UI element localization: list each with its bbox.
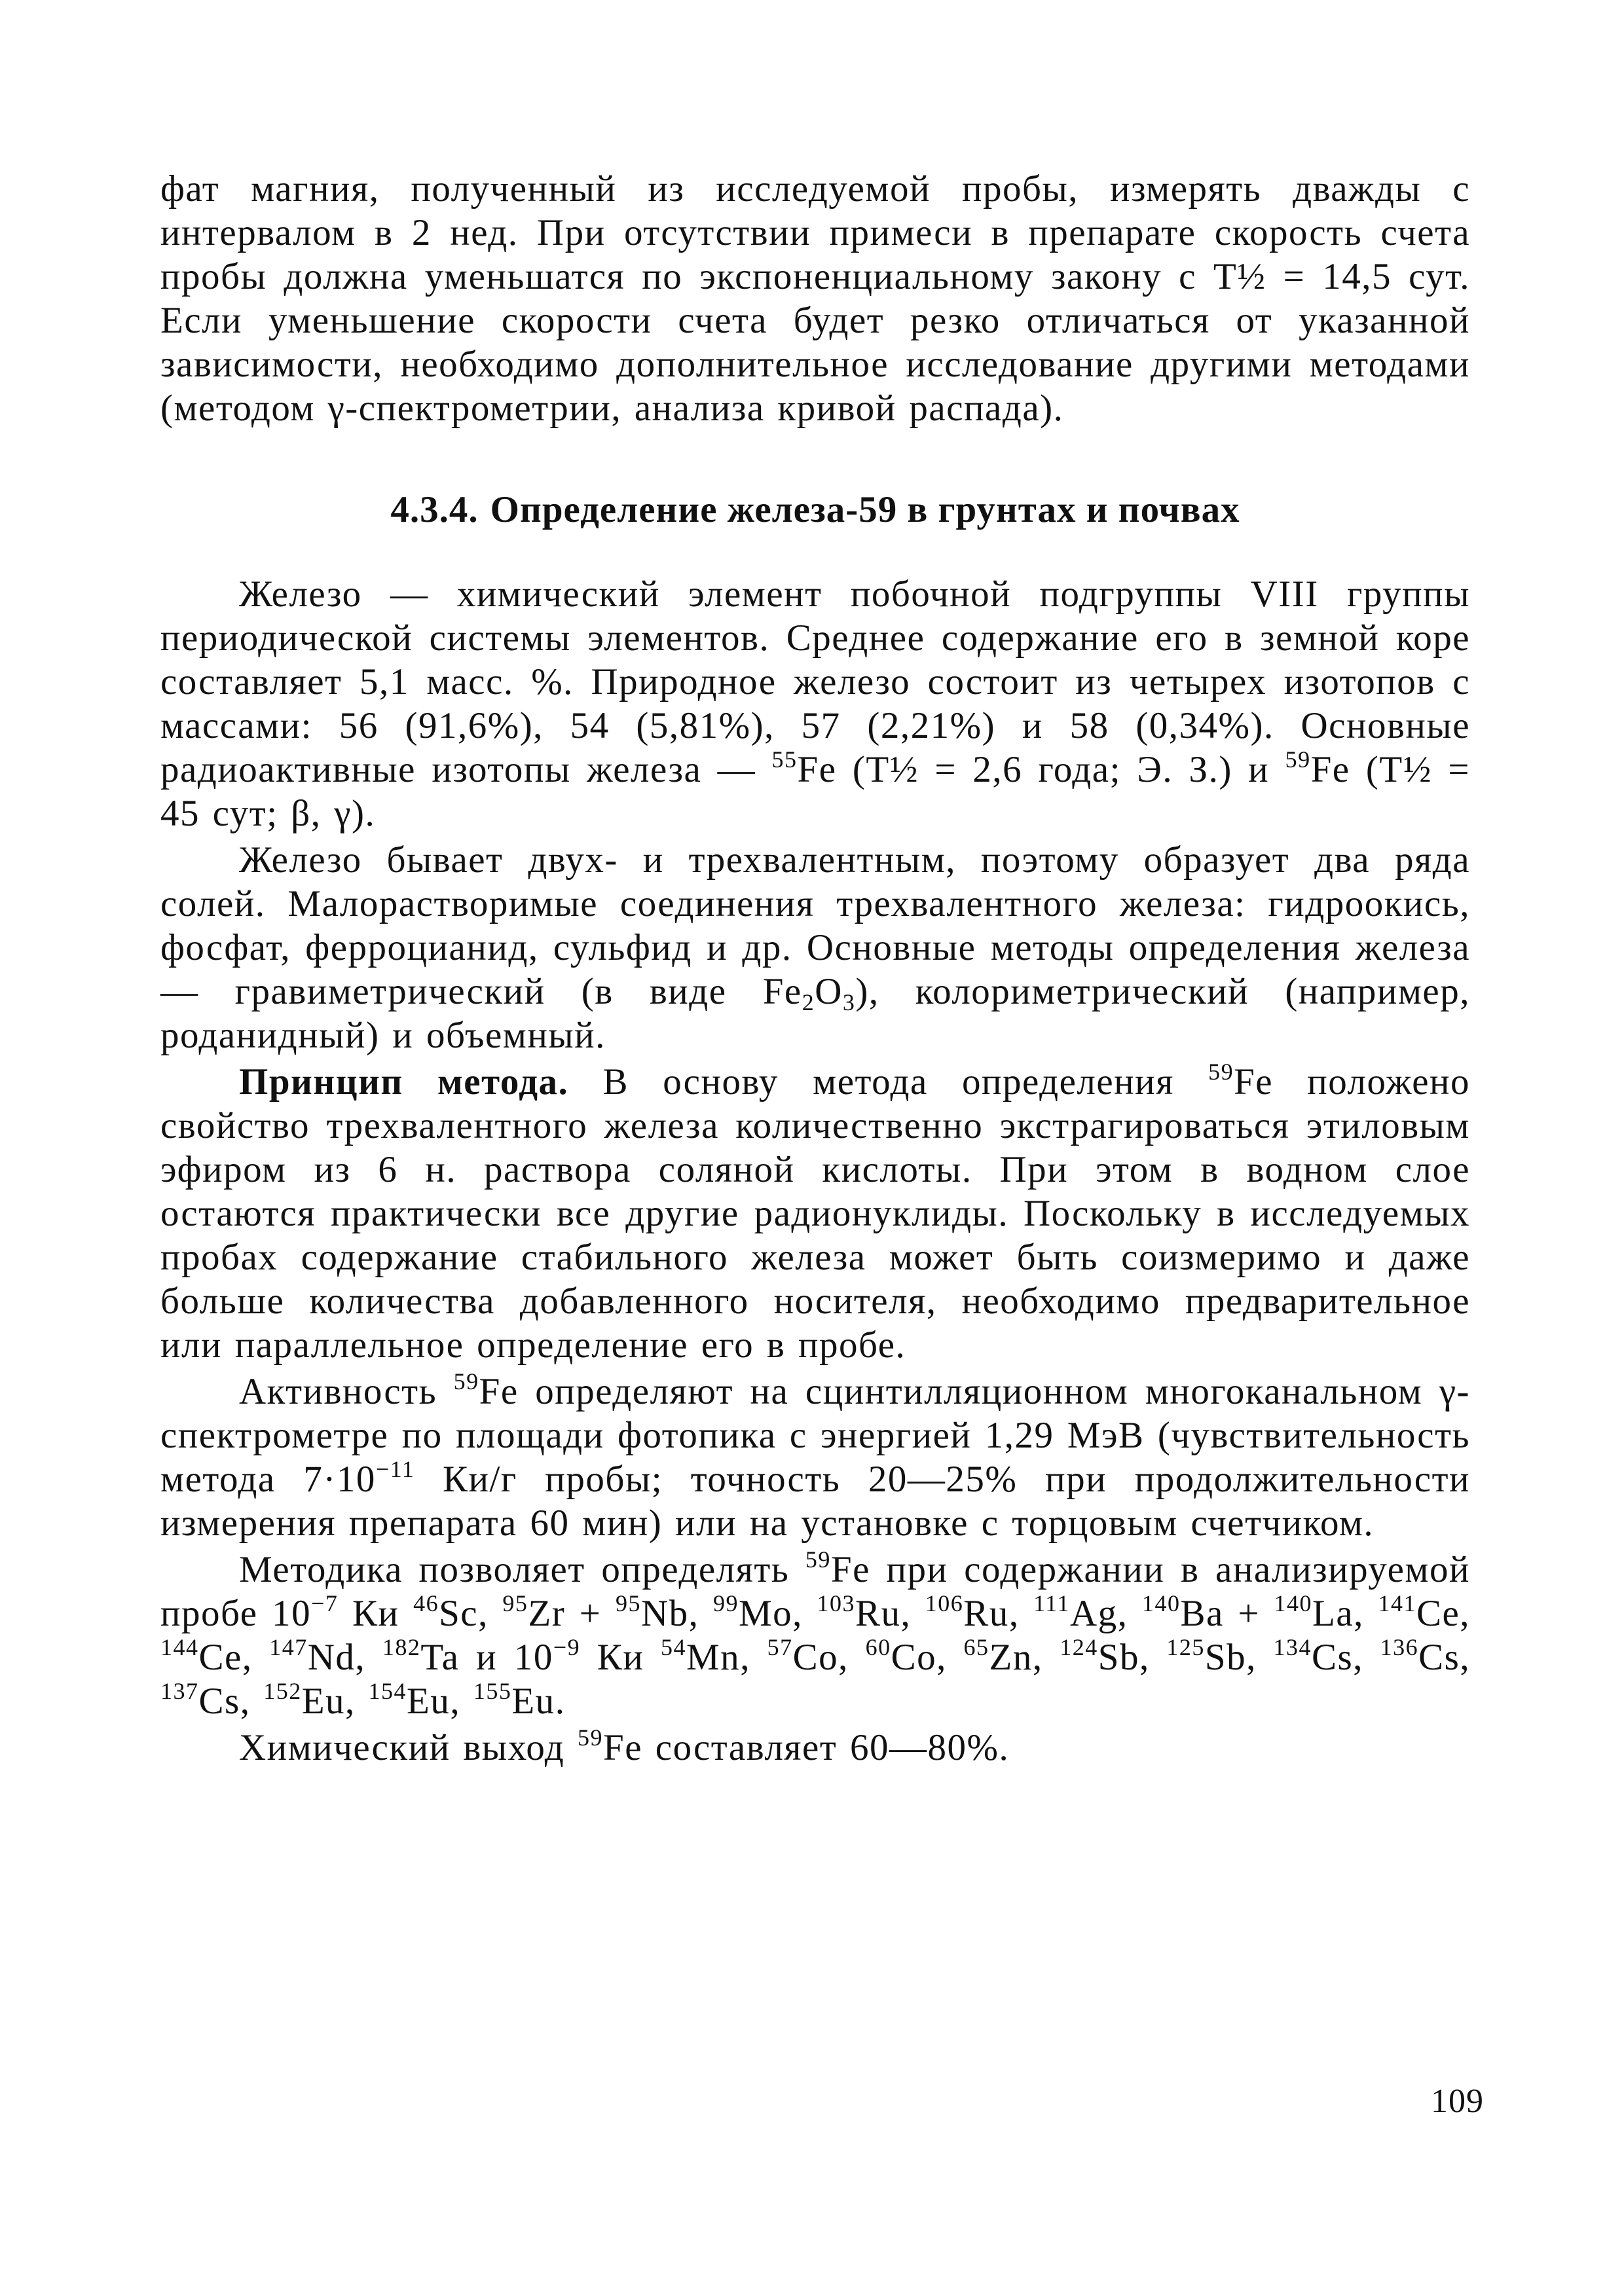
text-run: Железо — химический элемент побочной подгруппы VIII группы периодической системы элементов. Среднее содержание его в земной коре составляет 5,1 масс. %. Природное железо состоит из четырех изотопов с массами: 56 (91,6%), 54 (5,81%), 57 (2,21%) и 58 (0,34%). Основные радиоактивные изотопы железа — xyxy=(160,574,1470,790)
isotope-symbol: Mo xyxy=(738,1593,793,1634)
isotope-mass: 95 xyxy=(615,1590,641,1616)
paragraph-iron-element xyxy=(160,572,1470,835)
isotope-separator: , xyxy=(792,1593,817,1634)
isotope-separator: , xyxy=(1139,1637,1167,1678)
method-principle-lead: Принцип метода. xyxy=(239,1061,569,1102)
section-title: Определение железа-59 в грунтах и почвах xyxy=(490,489,1240,530)
isotope-mass: 124 xyxy=(1060,1634,1098,1660)
isotope-symbol: Ce xyxy=(1416,1593,1460,1634)
isotope-separator: , xyxy=(740,1637,767,1678)
paragraph-method-range xyxy=(160,1548,1470,1723)
isotope-symbol: Ta xyxy=(420,1637,460,1678)
text-run: В основу метода определения xyxy=(568,1061,1209,1102)
isotope-separator: , xyxy=(1032,1637,1060,1678)
paragraph-iron-valence xyxy=(160,838,1470,1057)
isotope-symbol: Zr xyxy=(528,1593,566,1634)
text-run: (T½ = 45 сут; β, γ). xyxy=(160,749,1470,834)
text-run: ), колориметрический (например, роданидный) и объемный. xyxy=(160,971,1470,1056)
isotope-separator: + xyxy=(1223,1593,1274,1634)
isotope-mass: 60 xyxy=(865,1634,891,1660)
text-run: Активность xyxy=(239,1371,454,1412)
isotope-symbol: Ru xyxy=(855,1593,901,1634)
isotope-mass: 134 xyxy=(1273,1634,1312,1660)
isotope-mass: 147 xyxy=(269,1634,308,1660)
isotope-symbol: Co xyxy=(792,1637,839,1678)
isotope-mass: 95 xyxy=(502,1590,528,1616)
isotope-symbol: Sb xyxy=(1098,1637,1139,1678)
text-run: Fe составляет 60—80%. xyxy=(603,1727,1010,1768)
isotope-mass: 154 xyxy=(368,1678,407,1704)
isotope-separator: , xyxy=(900,1593,925,1634)
isotope-symbol: Eu xyxy=(511,1681,555,1722)
text-run: (T½ = 2,6 года; Э. З.) и xyxy=(836,749,1285,790)
isotope-separator: , xyxy=(1460,1593,1471,1634)
isotope-mass: 125 xyxy=(1166,1634,1205,1660)
section-number: 4.3.4. xyxy=(390,489,479,530)
intro-paragraph xyxy=(160,167,1470,430)
isotope-mass: 59 xyxy=(1208,1059,1234,1085)
isotope-mass: 57 xyxy=(767,1634,793,1660)
isotope-mass: 54 xyxy=(661,1634,686,1660)
isotope-mass: 59 xyxy=(805,1546,831,1573)
isotope-separator: + xyxy=(565,1593,616,1634)
text-run: Ки/г пробы; точность 20—25% при продолжительности измерения препарата 60 мин) или на установке с торцовым счетчиком. xyxy=(160,1459,1470,1544)
text-run: Ки xyxy=(580,1637,661,1678)
isotope-symbol: Fe xyxy=(797,749,837,790)
text-run: и 10 xyxy=(459,1637,553,1678)
isotope-symbol: Eu xyxy=(301,1681,346,1722)
isotope-separator: , xyxy=(838,1637,866,1678)
text-run: Fe определяют на сцинтилляционном многоканальном γ-спектрометре по площади фотопика с энергией 1,29 МэВ (чувствительность метода 7·10 xyxy=(160,1371,1470,1500)
page-body xyxy=(160,167,1470,1770)
isotope-symbol: Mn xyxy=(686,1637,741,1678)
subscript: 2 xyxy=(802,989,815,1015)
isotope-symbol: Zn xyxy=(989,1637,1033,1678)
isotope-symbol: Sb xyxy=(1204,1637,1247,1678)
isotope-mass: 55 xyxy=(771,746,798,773)
exponent: −7 xyxy=(311,1590,339,1616)
isotope-separator: , xyxy=(242,1637,270,1678)
isotope-mass: 65 xyxy=(963,1634,989,1660)
isotope-separator: , xyxy=(1008,1593,1034,1634)
isotope-symbol: Nd xyxy=(307,1637,356,1678)
section-heading xyxy=(160,488,1470,532)
isotope-separator: . xyxy=(555,1681,566,1722)
paragraph-chemical-yield xyxy=(160,1726,1470,1770)
isotope-mass: 182 xyxy=(382,1634,421,1660)
isotope-separator: , xyxy=(936,1637,964,1678)
isotope-symbol: Fe xyxy=(1310,749,1350,790)
isotope-separator: , xyxy=(355,1637,382,1678)
isotope-mass: 141 xyxy=(1378,1590,1416,1616)
isotope-mass: 111 xyxy=(1033,1590,1070,1616)
exponent: −9 xyxy=(553,1634,581,1660)
isotope-mass: 99 xyxy=(712,1590,739,1616)
isotope-separator: , xyxy=(1246,1637,1274,1678)
isotope-separator: , xyxy=(1353,1637,1380,1678)
isotope-mass: 59 xyxy=(1285,746,1311,773)
isotope-mass: 103 xyxy=(817,1590,855,1616)
isotope-mass: 140 xyxy=(1141,1590,1181,1616)
isotope-separator: , xyxy=(688,1593,713,1634)
isotope-mass: 59 xyxy=(453,1368,479,1394)
paragraph-activity xyxy=(160,1370,1470,1545)
text-run: O xyxy=(815,971,843,1012)
isotope-separator: , xyxy=(1354,1593,1378,1634)
isotope-symbol: Eu xyxy=(407,1681,451,1722)
isotope-symbol: Cs xyxy=(1312,1637,1354,1678)
text-run: Ки xyxy=(338,1593,414,1634)
isotope-mass: 152 xyxy=(263,1678,302,1704)
paragraph-method-principle xyxy=(160,1060,1470,1367)
exponent: −11 xyxy=(375,1456,415,1482)
isotope-symbol: Ce xyxy=(198,1637,242,1678)
isotope-mass: 106 xyxy=(925,1590,964,1616)
isotope-mass: 46 xyxy=(413,1590,439,1616)
text-run: Химический выход xyxy=(239,1727,578,1768)
isotope-separator: , xyxy=(1460,1637,1471,1678)
isotope-mass: 144 xyxy=(160,1634,199,1660)
isotope-symbol: Co xyxy=(891,1637,937,1678)
isotope-symbol: La xyxy=(1312,1593,1354,1634)
page-number: 109 xyxy=(1431,2083,1484,2120)
isotope-symbol: Cs xyxy=(1418,1637,1460,1678)
isotope-symbol: Ba xyxy=(1180,1593,1224,1634)
isotope-separator: , xyxy=(240,1681,264,1722)
text-run: Fe положено свойство трехвалентного железа количественно экстрагироваться этиловым эфиром из 6 н. раствора соляной кислоты. При этом в водном слое остаются практически все другие радионуклиды. Поскольку в исследуемых пробах содержание стабильного железа может быть соизмеримо и даже больше количества добавленного носителя, необходимо предварительное или параллельное определение его в пробе. xyxy=(160,1061,1471,1366)
isotope-symbol: Nb xyxy=(640,1593,689,1634)
isotope-symbol: Ru xyxy=(963,1593,1009,1634)
isotope-separator: , xyxy=(1117,1593,1142,1634)
text-run: Методика позволяет определять xyxy=(239,1549,805,1590)
isotope-mass: 140 xyxy=(1274,1590,1313,1616)
isotope-mass: 136 xyxy=(1380,1634,1419,1660)
isotope-symbol: Sc xyxy=(439,1593,479,1634)
isotope-mass: 137 xyxy=(160,1678,199,1704)
isotope-separator: , xyxy=(450,1681,473,1722)
text-run: Железо бывает двух- и трехвалентным, поэтому образует два ряда солей. Малорастворимые соединения трехвалентного железа: гидроокись, фосфат, ферроцианид, сульфид и др. Основные методы определения железа — гравиметрический (в виде Fe xyxy=(160,839,1470,1012)
isotope-symbol: Ag xyxy=(1069,1593,1118,1634)
isotope-symbol: Cs xyxy=(198,1681,240,1722)
isotope-separator: , xyxy=(478,1593,503,1634)
subscript: 3 xyxy=(842,989,856,1015)
isotope-separator: , xyxy=(345,1681,369,1722)
isotope-mass: 59 xyxy=(578,1724,604,1751)
text-run: Fe при содержании в анализируемой пробе 10 xyxy=(160,1549,1471,1634)
intro-text: фат магния, полученный из исследуемой пробы, измерять дважды с интервалом в 2 нед. При отсутствии примеси в препарате скорость счета пробы должна уменьшатся по экспоненциальному закону с T½ = 14,5 сут. Если уменьшение скорости счета будет резко отличаться от указанной зависимости, необходимо дополнительное исследование другими методами (методом γ-спектрометрии, анализа кривой распада). xyxy=(160,168,1470,429)
isotope-mass: 155 xyxy=(473,1678,512,1704)
